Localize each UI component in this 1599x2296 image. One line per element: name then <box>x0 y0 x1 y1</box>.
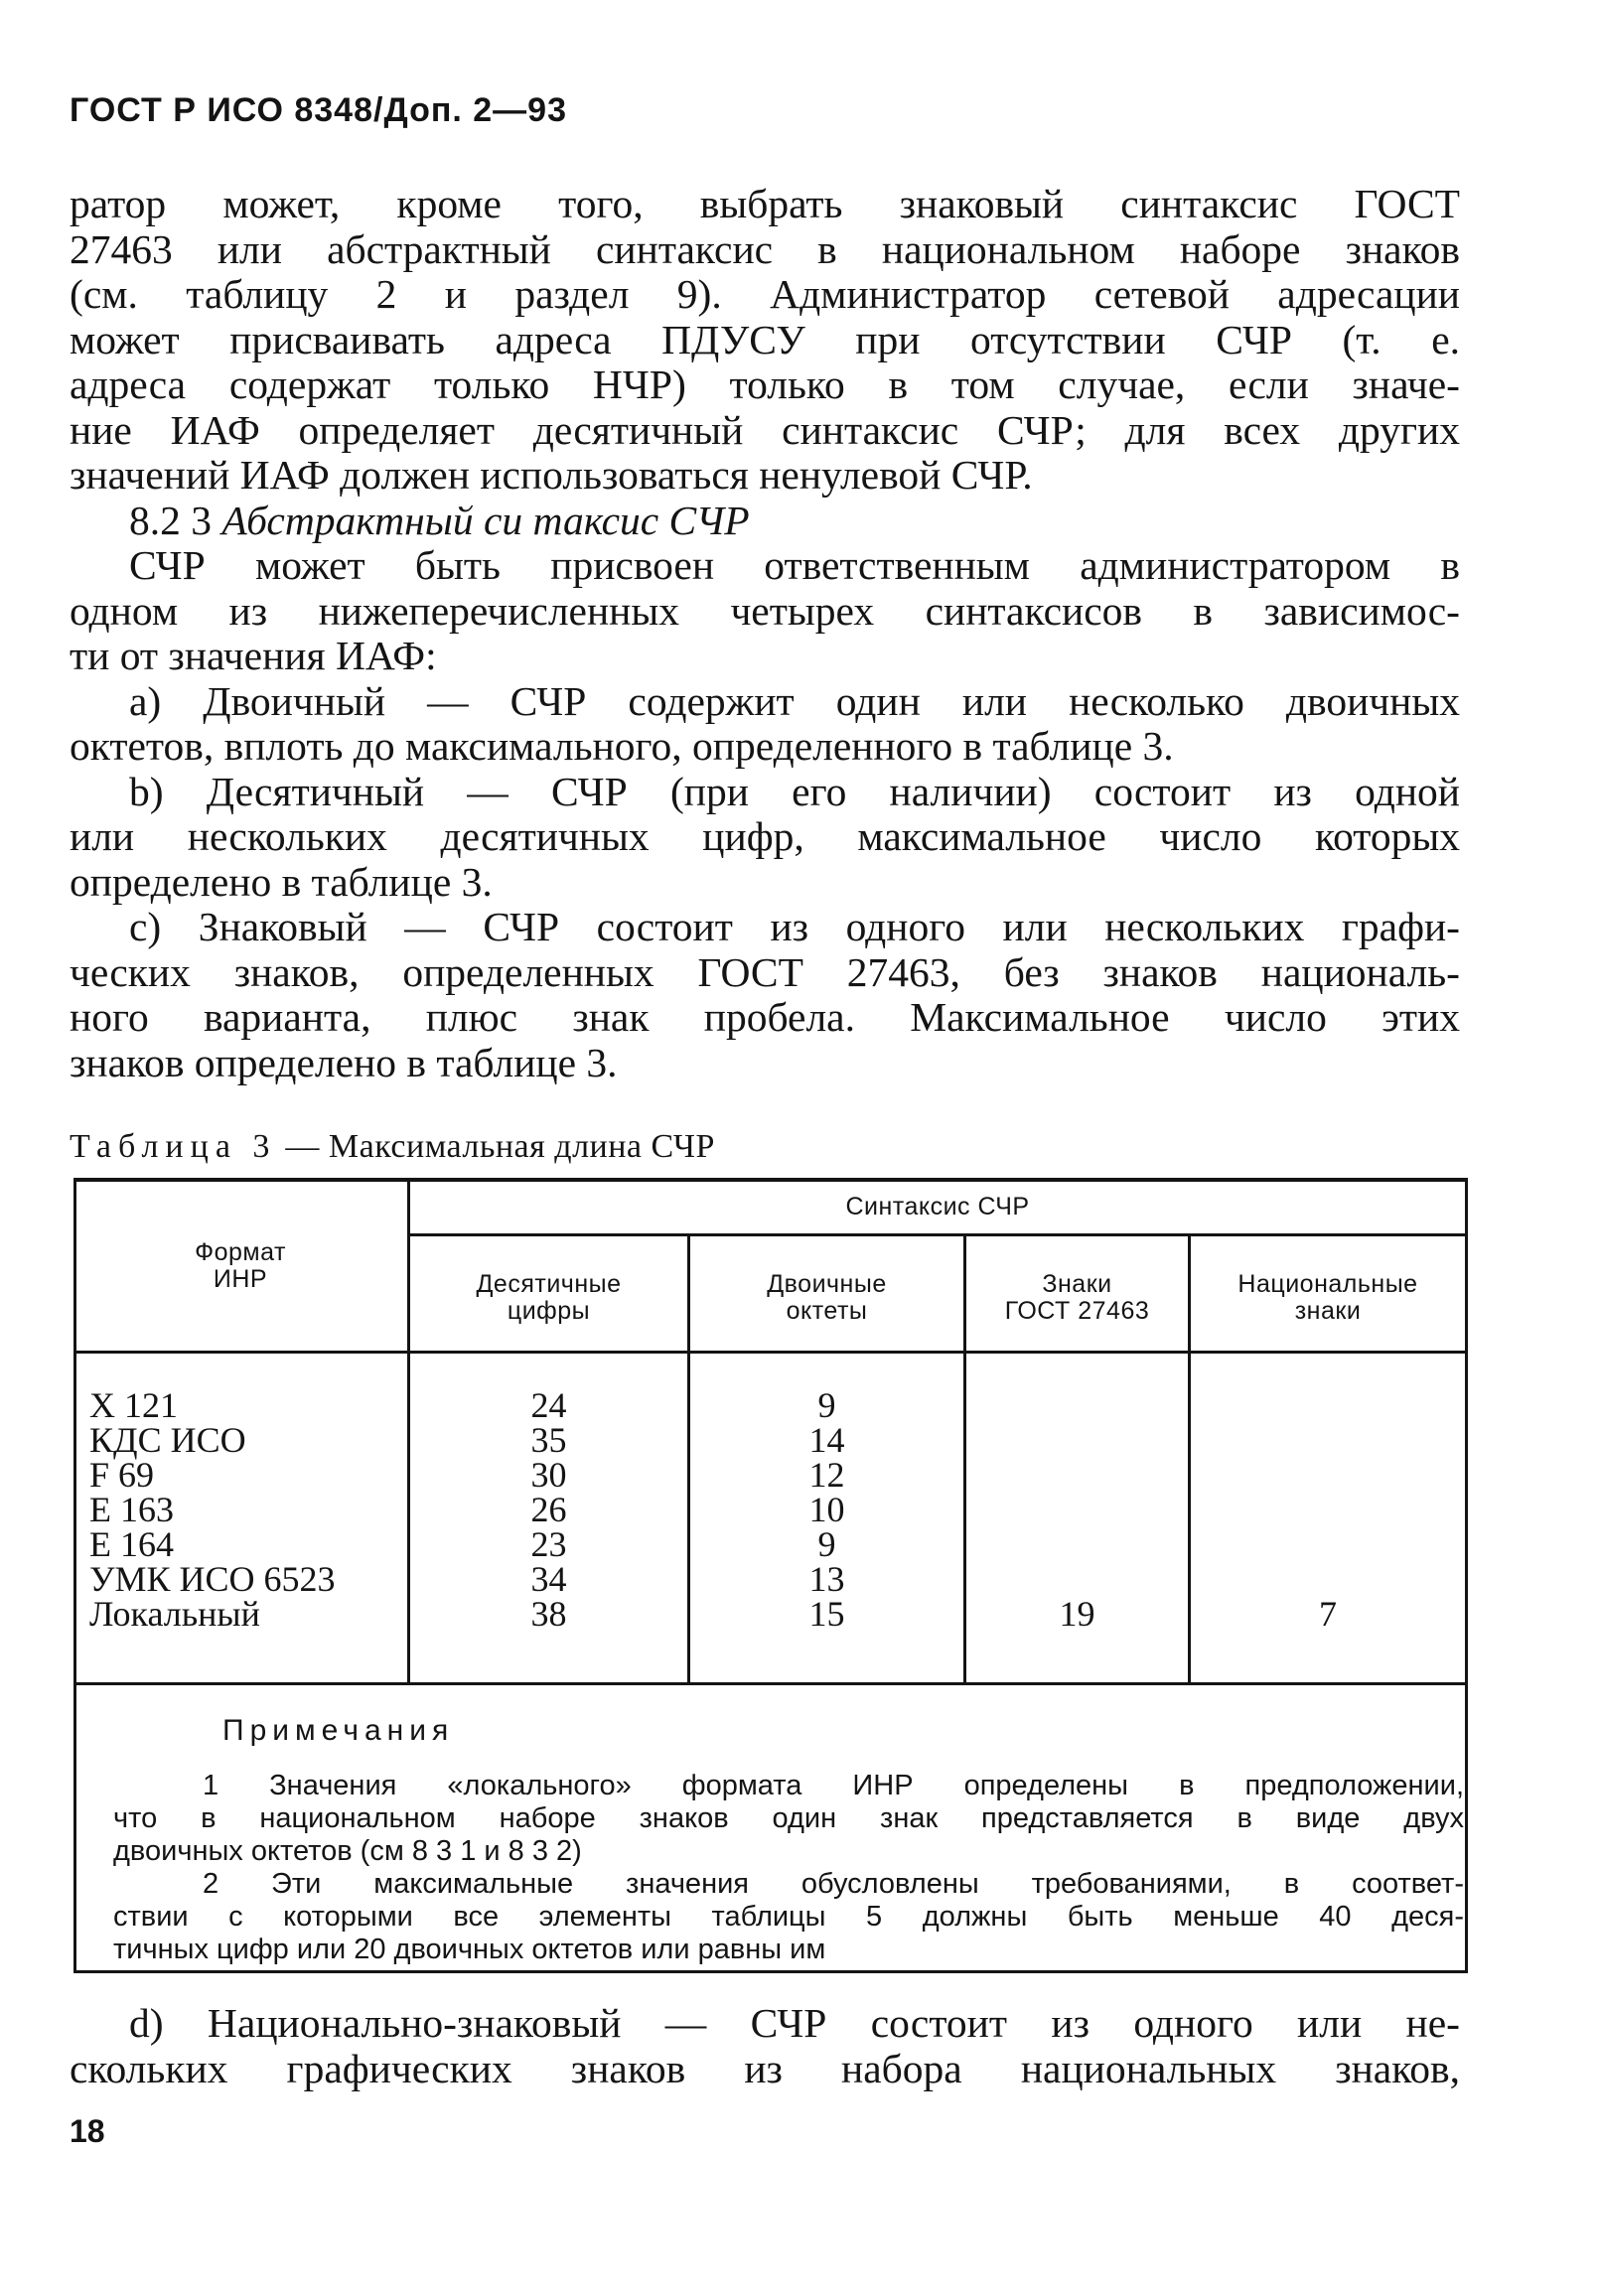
header-line: ГОСТ 27463 <box>1004 1297 1150 1325</box>
table-body-rule <box>73 1682 1468 1685</box>
cell-national: 7 <box>1319 1594 1337 1634</box>
header-format <box>73 1239 407 1293</box>
cell-decimal: 30 <box>530 1455 567 1495</box>
notes-title: Примечания <box>222 1714 455 1747</box>
column-format <box>89 1385 405 1634</box>
list-item-b: b) Десятичный — СЧР (при его наличии) состоит из одной <box>129 768 1460 814</box>
cell-chars <box>966 1527 1188 1562</box>
text-line: ти от значения ИАФ: <box>70 633 437 678</box>
header-syntax: Синтаксис СЧР <box>845 1193 1030 1220</box>
header-decimal <box>410 1271 687 1325</box>
cell-format: Е 163 <box>89 1490 174 1529</box>
header-binary <box>690 1271 963 1325</box>
text-line: ческих знаков, определенных ГОСТ 27463, без знаков националь- <box>70 948 1460 995</box>
cell-format: КДС ИСО <box>89 1420 246 1460</box>
cell-chars <box>966 1493 1188 1527</box>
column-national <box>1191 1388 1465 1632</box>
text-line: или нескольких десятичных цифр, максимальное число которых <box>70 813 1460 859</box>
page-number: 18 <box>70 2113 105 2149</box>
text-line: скольких графических знаков из набора национальных знаков, <box>70 2045 1460 2091</box>
table-right-border <box>1465 1178 1468 1973</box>
note-line: 1 Значения «локального» формата ИНР определены в предположении, <box>203 1770 1464 1801</box>
list-item-d: d) Национально-знаковый — СЧР состоит из одного или не- <box>129 2000 1460 2046</box>
table-subheader-rule <box>409 1233 1468 1236</box>
header-line: цифры <box>507 1297 591 1325</box>
cell-format: Локальный <box>89 1594 260 1634</box>
text-line: ратор может, кроме того, выбрать знаковый синтаксис ГОСТ <box>70 181 1460 226</box>
cell-format: УМК ИСО 6523 <box>89 1559 336 1599</box>
cell-binary: 15 <box>808 1594 845 1634</box>
header-line: октеты <box>786 1297 868 1325</box>
section-title: Абстрактный си таксис СЧР <box>221 497 750 543</box>
text-line: одном из нижеперечисленных четырех синтаксисов в зависимос- <box>70 587 1460 634</box>
text-line: ние ИАФ определяет десятичный синтаксис СЧР; для всех других <box>70 406 1460 453</box>
cell-decimal: 34 <box>530 1559 567 1599</box>
header-line: Двоичные <box>767 1270 887 1298</box>
text-line: 27463 или абстрактный синтаксис в национальном наборе знаков <box>70 225 1460 272</box>
cell-binary: 9 <box>817 1524 836 1564</box>
table-max-length <box>73 1178 1468 1972</box>
table-top-rule <box>73 1178 1468 1182</box>
text-line: октетов, вплоть до максимального, определенного в таблице 3. <box>70 723 1174 769</box>
cell-national <box>1191 1423 1465 1458</box>
cell-decimal: 26 <box>530 1490 567 1529</box>
header-line: знаки <box>1294 1297 1362 1325</box>
header-line: Национальные <box>1237 1270 1418 1298</box>
cell-format: Е 164 <box>89 1524 174 1564</box>
cell-chars <box>966 1458 1188 1493</box>
cell-chars <box>966 1423 1188 1458</box>
header-format-line: Формат <box>195 1238 286 1266</box>
cell-format: X 121 <box>89 1385 178 1425</box>
header-line: Десятичные <box>476 1270 622 1298</box>
text-line: СЧР может быть присвоен ответственным администратором в <box>129 542 1460 588</box>
text-line: адреса содержат только НЧР) только в том случае, если значе- <box>70 361 1460 407</box>
table-caption-text: — Максимальная длина СЧР <box>276 1128 715 1165</box>
cell-binary: 10 <box>808 1490 845 1529</box>
column-binary <box>690 1385 963 1634</box>
cell-chars <box>966 1562 1188 1597</box>
list-item-c: с) Знаковый — СЧР состоит из одного или нескольких графи- <box>129 904 1460 949</box>
text-line: (см. таблицу 2 и раздел 9). Администратор сетевой адресации <box>70 271 1460 317</box>
cell-binary: 13 <box>808 1559 845 1599</box>
cell-binary: 9 <box>817 1385 836 1425</box>
header-chars <box>966 1271 1188 1325</box>
cell-national <box>1191 1562 1465 1597</box>
cell-national <box>1191 1458 1465 1493</box>
cell-binary: 14 <box>808 1420 845 1460</box>
note-line: тичных цифр или 20 двоичных октетов или равны им <box>113 1934 826 1965</box>
column-decimal <box>410 1385 687 1634</box>
cell-national <box>1191 1493 1465 1527</box>
text-line: знаков определено в таблице 3. <box>70 1039 618 1085</box>
table-caption <box>70 1128 715 1166</box>
table-header-rule <box>73 1351 1468 1354</box>
cell-format: F 69 <box>89 1455 155 1495</box>
header-format-line: ИНР <box>213 1265 268 1293</box>
cell-decimal: 23 <box>530 1524 567 1564</box>
header-line: Знаки <box>1042 1270 1112 1298</box>
note-line: ствии с которыми все элементы таблицы 5 должны быть меньше 40 деся- <box>113 1901 1464 1933</box>
column-chars <box>966 1388 1188 1632</box>
note-line: 2 Эти максимальные значения обусловлены требованиями, в соответ- <box>203 1868 1464 1900</box>
table-caption-label: Таблица 3 <box>70 1128 277 1165</box>
text-line: может присваивать адреса ПДУСУ при отсутствии СЧР (т. е. <box>70 316 1460 362</box>
cell-decimal: 38 <box>530 1594 567 1634</box>
table-left-border <box>73 1178 76 1973</box>
text-line: значений ИАФ должен использоваться ненулевой СЧР. <box>70 452 1033 498</box>
cell-national <box>1191 1388 1465 1423</box>
note-line: двоичных октетов (см 8 3 1 и 8 3 2) <box>113 1835 582 1867</box>
cell-decimal: 24 <box>530 1385 567 1425</box>
paragraph-continuation <box>70 182 1460 1085</box>
cell-chars: 19 <box>1059 1594 1095 1634</box>
cell-national <box>1191 1527 1465 1562</box>
note-line: что в национальном наборе знаков один знак представляется в виде двух <box>113 1802 1464 1834</box>
cell-binary: 12 <box>808 1455 845 1495</box>
section-number: 8.2 3 <box>129 497 212 543</box>
table-bottom-rule <box>73 1970 1468 1973</box>
list-item-a: а) Двоичный — СЧР содержит один или несколько двоичных <box>129 677 1460 724</box>
section-heading <box>70 499 1460 544</box>
text-line: ного варианта, плюс знак пробела. Максимальное число этих <box>70 994 1460 1040</box>
document-header: ГОСТ Р ИСО 8348/Доп. 2—93 <box>70 91 567 129</box>
cell-decimal: 35 <box>530 1420 567 1460</box>
header-national <box>1191 1271 1465 1325</box>
text-line: определено в таблице 3. <box>70 858 493 905</box>
table-notes <box>113 1714 1464 1966</box>
paragraph-d <box>70 2001 1460 2091</box>
cell-chars <box>966 1388 1188 1423</box>
